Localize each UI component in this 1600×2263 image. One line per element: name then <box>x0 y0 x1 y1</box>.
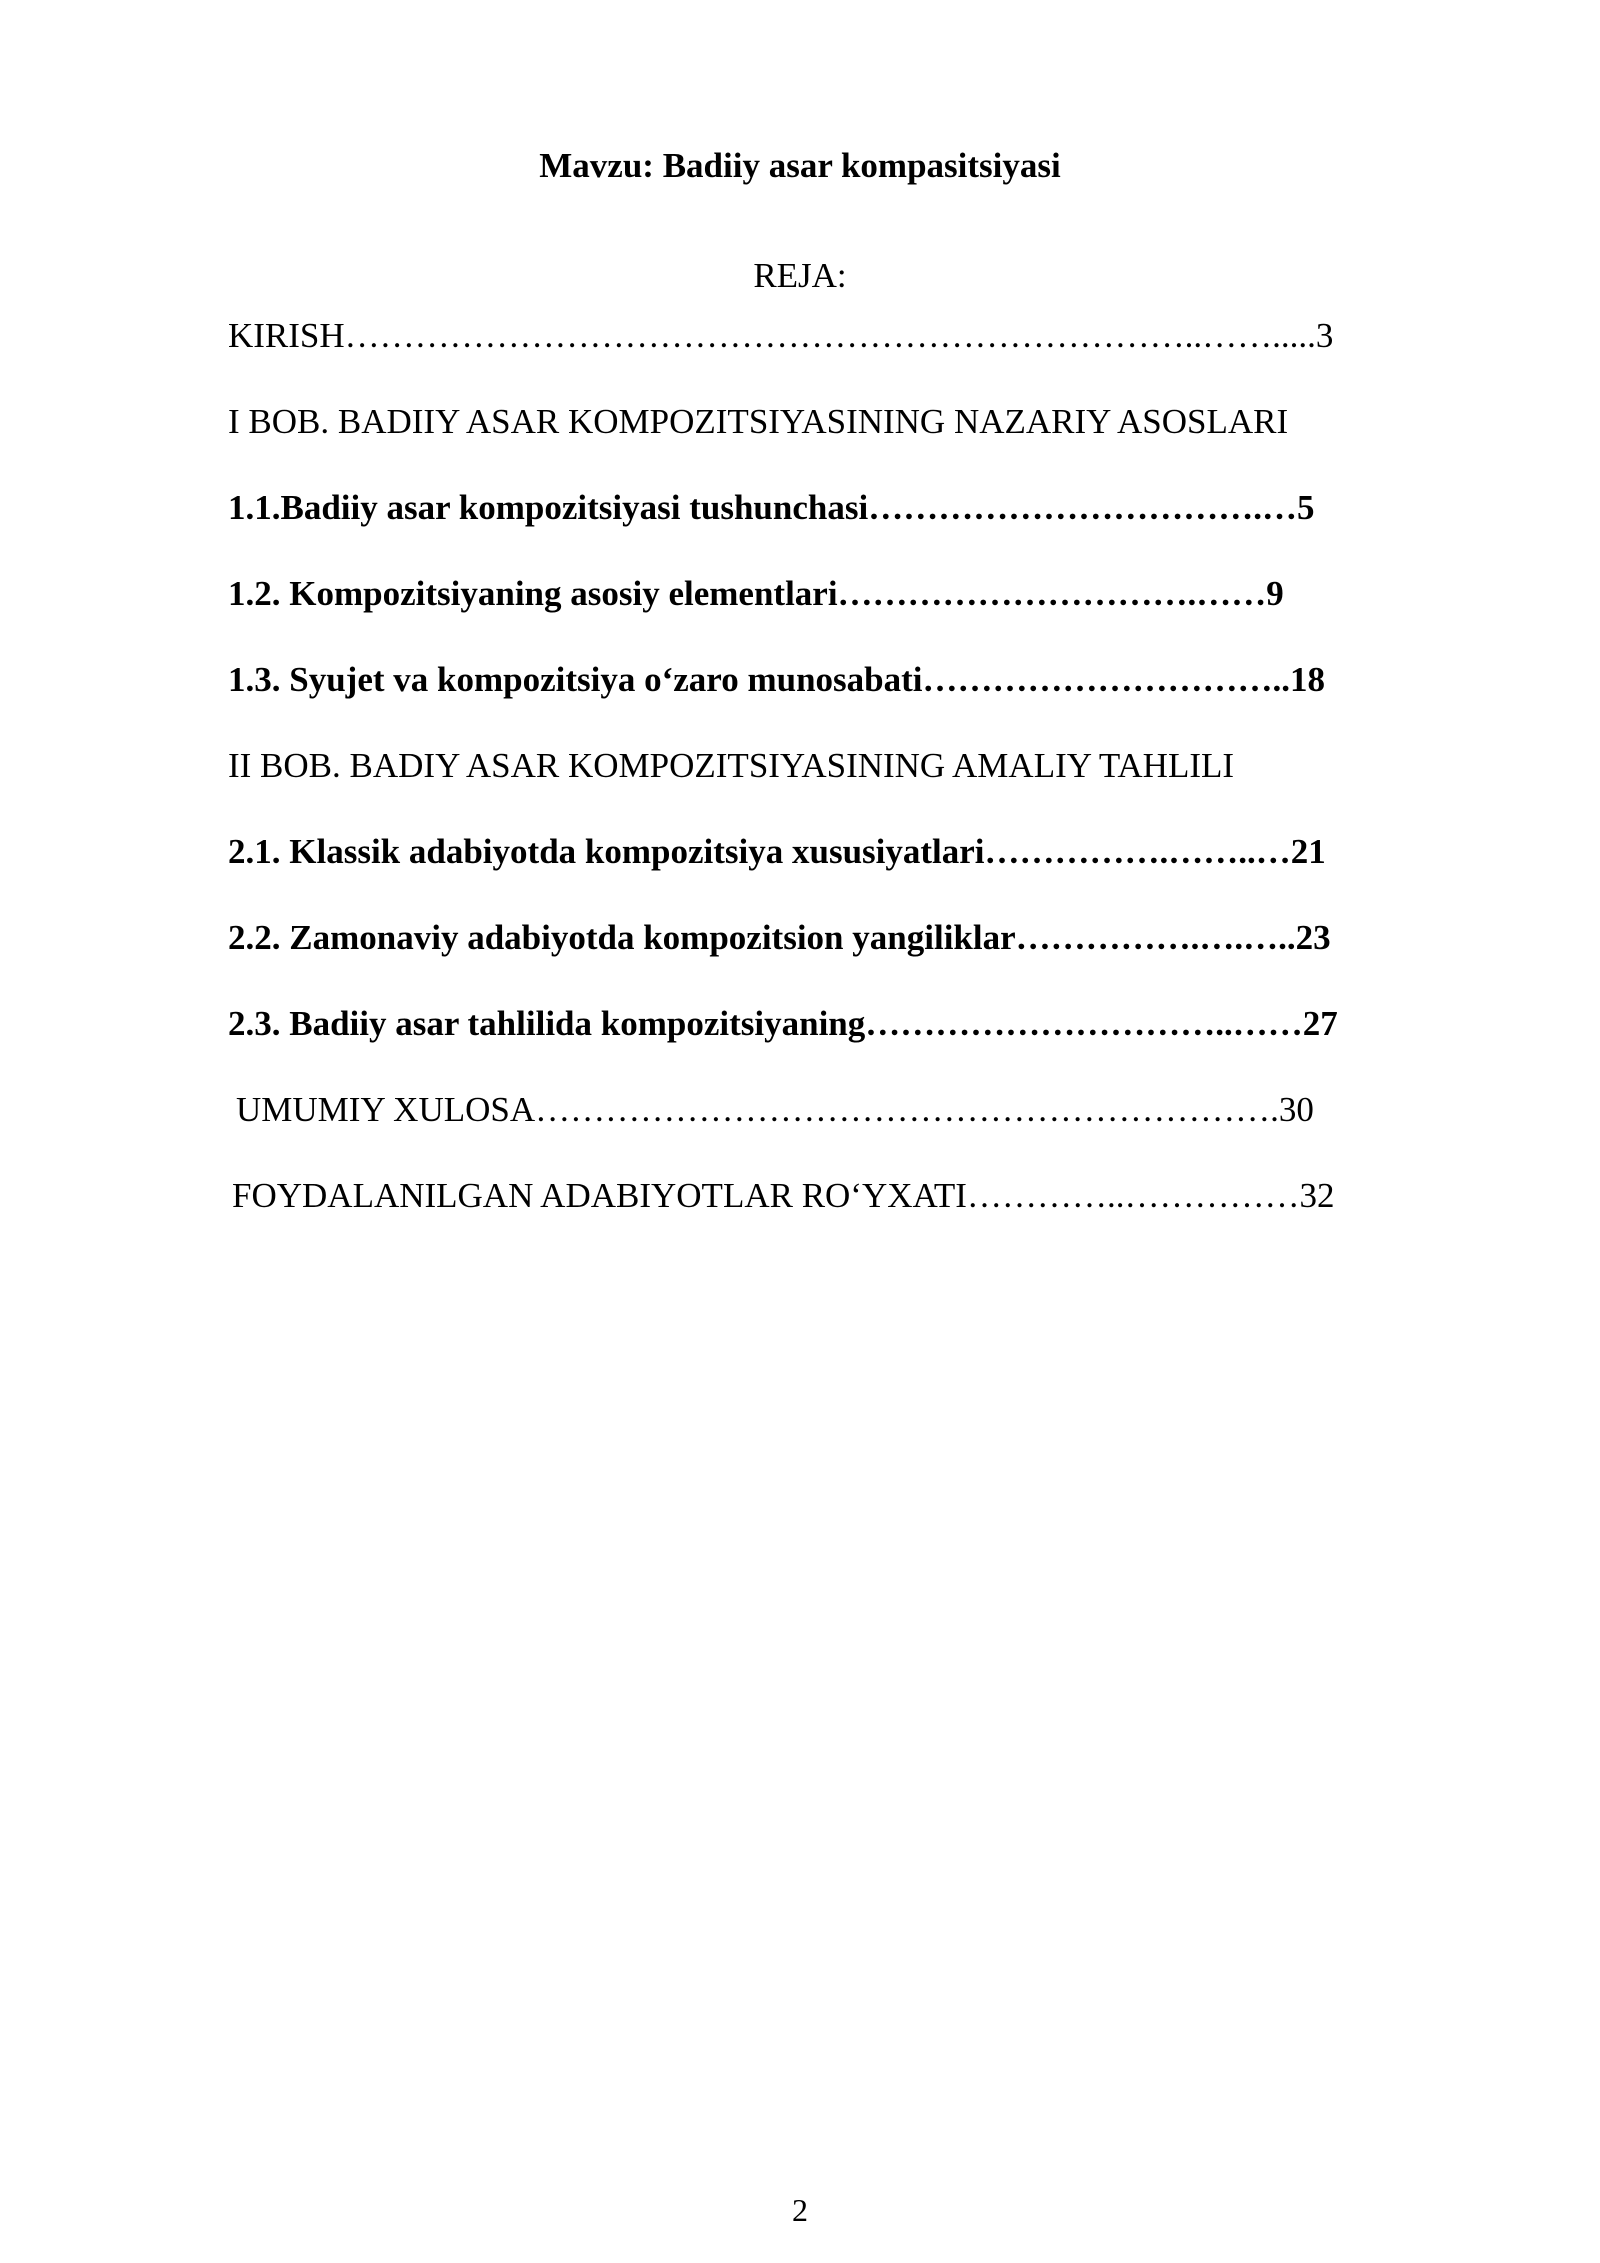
toc-entry-2-3: 2.3. Badiiy asar tahlilida kompozitsiyaning…………………………..……27 <box>228 1004 1338 1043</box>
plan-heading: REJA: <box>753 256 847 295</box>
toc-entry-1-1: 1.1.Badiiy asar kompozitsiyasi tushunchasi…………………………….…5 <box>228 488 1315 527</box>
toc-entry-introduction: KIRISH………………………………………………………………..…….....3 <box>228 316 1334 355</box>
toc-entry-2-1: 2.1. Klassik adabiyotda kompozitsiya xususiyatlari…………….……..…21 <box>228 832 1326 871</box>
toc-entry-chapter-1: I BOB. BADIIY ASAR KOMPOZITSIYASINING NAZARIY ASOSLARI <box>228 402 1289 441</box>
toc-entry-conclusion: UMUMIY XULOSA……………………………………………………….30 <box>236 1090 1314 1129</box>
toc-entry-1-2: 1.2. Kompozitsiyaning asosiy elementlari………………………….……9 <box>228 574 1284 613</box>
toc-entry-2-2: 2.2. Zamonaviy adabiyotda kompozitsion yangiliklar…………….….…..23 <box>228 918 1331 957</box>
document-title: Mavzu: Badiiy asar kompasitsiyasi <box>539 146 1061 185</box>
toc-entry-references: FOYDALANILGAN ADABIYOTLAR RO‘YXATI…………..……………32 <box>232 1176 1335 1215</box>
toc-entry-chapter-2: II BOB. BADIY ASAR KOMPOZITSIYASINING AMALIY TAHLILI <box>228 746 1235 785</box>
page-number: 2 <box>792 2192 808 2228</box>
toc-entry-1-3: 1.3. Syujet va kompozitsiya o‘zaro munosabati…………………………..18 <box>228 660 1326 699</box>
